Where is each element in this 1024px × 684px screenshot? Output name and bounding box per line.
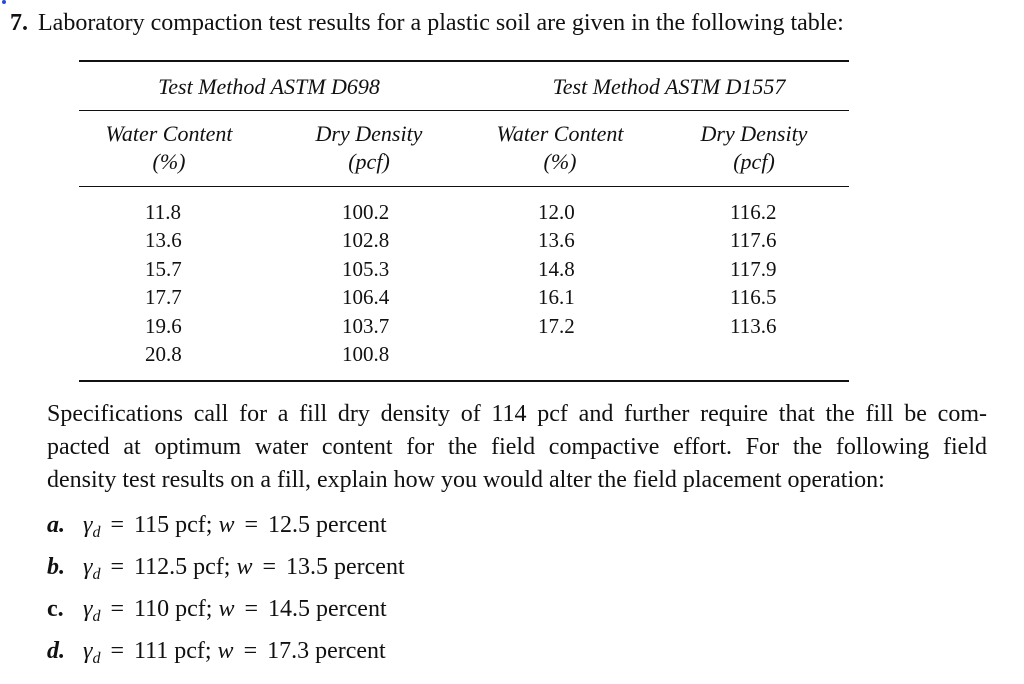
w-symbol: w (217, 638, 234, 664)
data-column-d1557-water (538, 198, 575, 340)
equals-sign: = (110, 554, 125, 580)
table-cell: 13.6 (538, 228, 575, 253)
data-column-d698-water (145, 198, 182, 368)
list-item (47, 636, 386, 674)
col-unit-d1557-density: (pcf) (733, 149, 775, 174)
table-cell: 117.9 (730, 256, 777, 281)
spec-line: pacted at optimum water content for the field compactive effort. For the following field (47, 434, 987, 460)
equals-sign: = (110, 638, 125, 664)
w-value: 13.5 percent (286, 554, 405, 580)
spec-line: density test results on a fill, explain how you would alter the field placement operation: (47, 467, 885, 493)
problem-number: 7. (10, 10, 28, 36)
table-cell: 103.7 (342, 313, 390, 338)
equals-sign: = (110, 596, 125, 622)
table-cell: 105.3 (342, 256, 390, 281)
group-rule (79, 110, 849, 111)
col-header-d698-density: Dry Density (315, 121, 423, 146)
gamma-symbol: γ (83, 638, 93, 664)
gamma-value: 112.5 pcf; (134, 554, 231, 580)
w-symbol: w (218, 596, 235, 622)
gamma-subscript: d (92, 566, 101, 583)
gamma-value: 115 pcf; (134, 512, 213, 538)
table-cell: 17.2 (538, 313, 575, 338)
table-cell: 11.8 (145, 200, 181, 224)
col-unit-d1557-water: (%) (543, 149, 577, 174)
table-cell: 17.7 (145, 285, 182, 310)
item-label: a. (47, 512, 65, 538)
group-title-d698: Test Method ASTM D698 (158, 74, 380, 99)
table-top-rule (79, 60, 849, 62)
table-cell: 106.4 (342, 285, 390, 310)
equals-sign: = (262, 554, 276, 580)
table-cell: 16.1 (538, 285, 575, 310)
equals-sign: = (110, 512, 125, 538)
w-value: 14.5 percent (268, 596, 387, 622)
data-column-d698-density (342, 198, 389, 368)
table-cell: 19.6 (145, 313, 182, 338)
table-cell: 116.5 (730, 285, 777, 310)
table-cell: 12.0 (538, 200, 575, 224)
gamma-symbol: γ (83, 512, 93, 538)
equals-sign: = (244, 596, 258, 622)
table-cell: 13.6 (145, 228, 182, 253)
table-cell: 14.8 (538, 256, 575, 281)
problem-text: Laboratory compaction test results for a plastic soil are given in the following table: (38, 10, 844, 36)
w-value: 17.3 percent (267, 638, 386, 664)
w-value: 12.5 percent (268, 512, 387, 538)
col-header-d1557-water: Water Content (496, 121, 624, 146)
gamma-symbol: γ (83, 554, 93, 580)
col-header-d1557-density: Dry Density (700, 121, 808, 146)
table-cell: 102.8 (342, 228, 390, 253)
table-cell: 116.2 (730, 200, 777, 224)
table-cell: 117.6 (730, 228, 777, 253)
list-item (47, 510, 387, 548)
table-cell: 100.2 (342, 200, 390, 224)
table-cell: 113.6 (730, 313, 777, 338)
gamma-value: 111 pcf; (134, 638, 212, 664)
w-symbol: w (236, 554, 253, 580)
col-header-d698-water: Water Content (105, 121, 233, 146)
table-bottom-rule (79, 380, 849, 382)
col-unit-d698-density: (pcf) (348, 149, 390, 174)
equals-sign: = (244, 512, 258, 538)
gamma-subscript: d (92, 608, 101, 625)
gamma-value: 110 pcf; (134, 596, 213, 622)
problem-statement (10, 8, 844, 38)
w-symbol: w (218, 512, 235, 538)
list-item (47, 552, 405, 590)
table-cell: 15.7 (145, 256, 182, 281)
data-column-d1557-density (730, 198, 776, 340)
specification-paragraph (47, 398, 987, 497)
margin-dot (2, 0, 6, 4)
gamma-symbol: γ (83, 596, 93, 622)
item-label: c. (47, 596, 64, 622)
gamma-subscript: d (92, 524, 101, 541)
col-unit-d698-water: (%) (152, 149, 186, 174)
item-label: b. (47, 554, 65, 580)
header-rule (79, 186, 849, 187)
gamma-subscript: d (92, 650, 101, 667)
table-cell: 100.8 (342, 341, 390, 366)
group-title-d1557: Test Method ASTM D1557 (552, 74, 786, 99)
equals-sign: = (243, 638, 258, 664)
spec-line: Specifications call for a fill dry density of 114 pcf and further require that the fill be com- (47, 401, 987, 427)
table-cell: 20.8 (145, 341, 182, 366)
list-item (47, 594, 387, 632)
item-label: d. (47, 638, 65, 664)
